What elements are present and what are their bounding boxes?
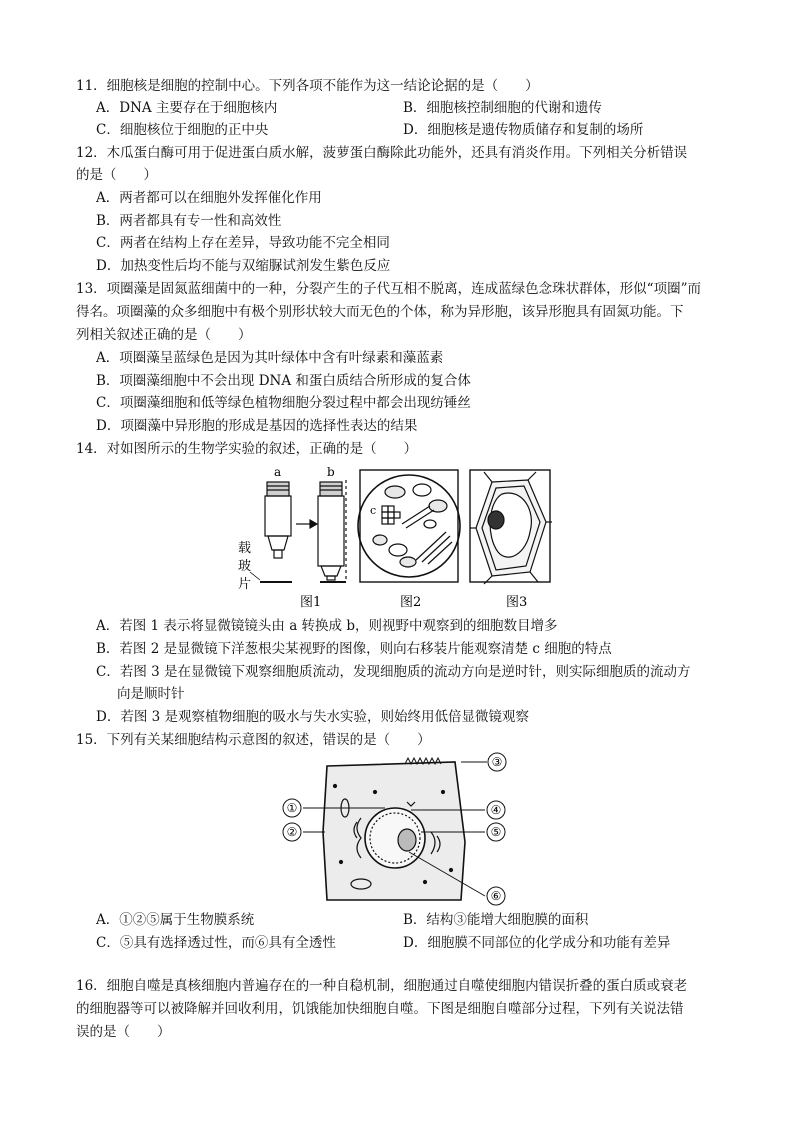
q14-figure: [230, 462, 560, 612]
q11-option-a: A．DNA 主要存在于细胞核内: [96, 100, 278, 116]
fig3-plant-cell: [470, 470, 552, 584]
q14-option-b: B．若图 2 是显微镜下洋葱根尖某视野的图像，则向右移装片能观察清楚 c 细胞的特点: [96, 641, 612, 657]
fig2-label-c: c: [370, 504, 377, 517]
q13-option-b: B．项圈藻细胞中不会出现 DNA 和蛋白质结合所形成的复合体: [96, 373, 471, 389]
cell-structure: [323, 758, 465, 900]
q12-stem-line2: 的是（ ）: [76, 167, 157, 183]
q13-stem-line2: 得名。项圈藻的众多细胞中有极个别形状较大而无色的个体，称为异形胞，该异形胞具有固氮功能。下: [76, 304, 684, 320]
fig1-slide-label-3: 片: [238, 577, 252, 592]
q14-option-c-line2: 向是顺时针: [117, 686, 185, 702]
label-4: ④: [490, 803, 502, 817]
q16-stem-line2: 的细胞器等可以被降解并回收利用，饥饿能加快细胞自噬。下图是细胞自噬部分过程，下列有关说法错: [76, 1001, 684, 1017]
q12-stem-line1: 12．木瓜蛋白酶可用于促进蛋白质水解，菠萝蛋白酶除此功能外，还具有消炎作用。下列相关分析错误: [76, 145, 688, 161]
fig1-caption: 图1: [300, 595, 322, 610]
q14-option-d: D．若图 3 是观察植物细胞的吸水与失水实验，则始终用低倍显微镜观察: [96, 709, 529, 725]
q11-option-b: B．细胞核控制细胞的代谢和遗传: [403, 100, 602, 116]
label-2: ②: [286, 825, 298, 839]
q13-option-a: A．项圈藻呈蓝绿色是因为其叶绿体中含有叶绿素和藻蓝素: [96, 350, 444, 366]
q16-stem-line3: 误的是（ ）: [76, 1024, 171, 1040]
q15-option-c: C．⑤具有选择透过性，而⑥具有全透性: [96, 935, 336, 951]
q11-stem: 11．细胞核是细胞的控制中心。下列各项不能作为这一结论论据的是（ ）: [76, 78, 539, 94]
q12-option-c: C．两者在结构上存在差异，导致功能不完全相同: [96, 235, 390, 251]
fig1-label-b: b: [327, 465, 335, 479]
fig1-label-a: a: [274, 465, 282, 479]
q15-option-a: A．①②⑤属于生物膜系统: [96, 912, 255, 928]
q14-option-a: A．若图 1 表示将显微镜镜头由 a 转换成 b，则视野中观察到的细胞数目增多: [96, 618, 558, 634]
q14-stem: 14．对如图所示的生物学实验的叙述，正确的是（ ）: [76, 441, 418, 457]
q15-option-d: D．细胞膜不同部位的化学成分和功能有差异: [403, 935, 671, 951]
q13-stem-line1: 13．项圈藻是固氮蓝细菌中的一种，分裂产生的子代互相不脱离，连成蓝绿色念珠状群体，形似“项圈”而: [76, 281, 701, 297]
q12-option-a: A．两者都可以在细胞外发挥催化作用: [96, 190, 322, 206]
label-1: ①: [286, 801, 298, 815]
q13-option-c: C．项圈藻细胞和低等绿色植物细胞分裂过程中都会出现纺锤丝: [96, 395, 471, 411]
q11-option-c: C．细胞核位于细胞的正中央: [96, 122, 269, 138]
q12-option-d: D．加热变性后均不能与双缩脲试剂发生紫色反应: [96, 258, 391, 274]
q11-option-d: D．细胞核是遗传物质储存和复制的场所: [403, 122, 644, 138]
q13-stem-line3: 列相关叙述正确的是（ ）: [76, 327, 252, 343]
fig3-caption: 图3: [506, 595, 528, 610]
q13-option-d: D．项圈藻中异形胞的形成是基因的选择性表达的结果: [96, 418, 418, 434]
q15-option-b: B．结构③能增大细胞膜的面积: [403, 912, 589, 928]
q16-stem-line1: 16．细胞自噬是真核细胞内普遍存在的一种自稳机制，细胞通过自噬使细胞内错误折叠的蛋白质或衰老: [76, 978, 688, 994]
q12-option-b: B．两者都具有专一性和高效性: [96, 213, 282, 229]
fig2-microscope-field: [358, 470, 460, 582]
fig1-slide-label-1: 载: [238, 541, 252, 556]
fig1-slide-label-2: 玻: [238, 559, 252, 574]
fig2-caption: 图2: [400, 595, 422, 610]
fig1-objectives: [250, 480, 346, 582]
label-3: ③: [491, 755, 503, 769]
q15-cell-diagram: [275, 752, 525, 908]
q14-option-c-line1: C．若图 3 是在显微镜下观察细胞质流动，发现细胞质的流动方向是逆时针，则实际细胞质的流动方: [96, 664, 691, 680]
q15-stem: 15．下列有关某细胞结构示意图的叙述，错误的是（ ）: [76, 732, 431, 748]
label-6: ⑥: [490, 889, 502, 903]
label-5: ⑤: [490, 825, 502, 839]
